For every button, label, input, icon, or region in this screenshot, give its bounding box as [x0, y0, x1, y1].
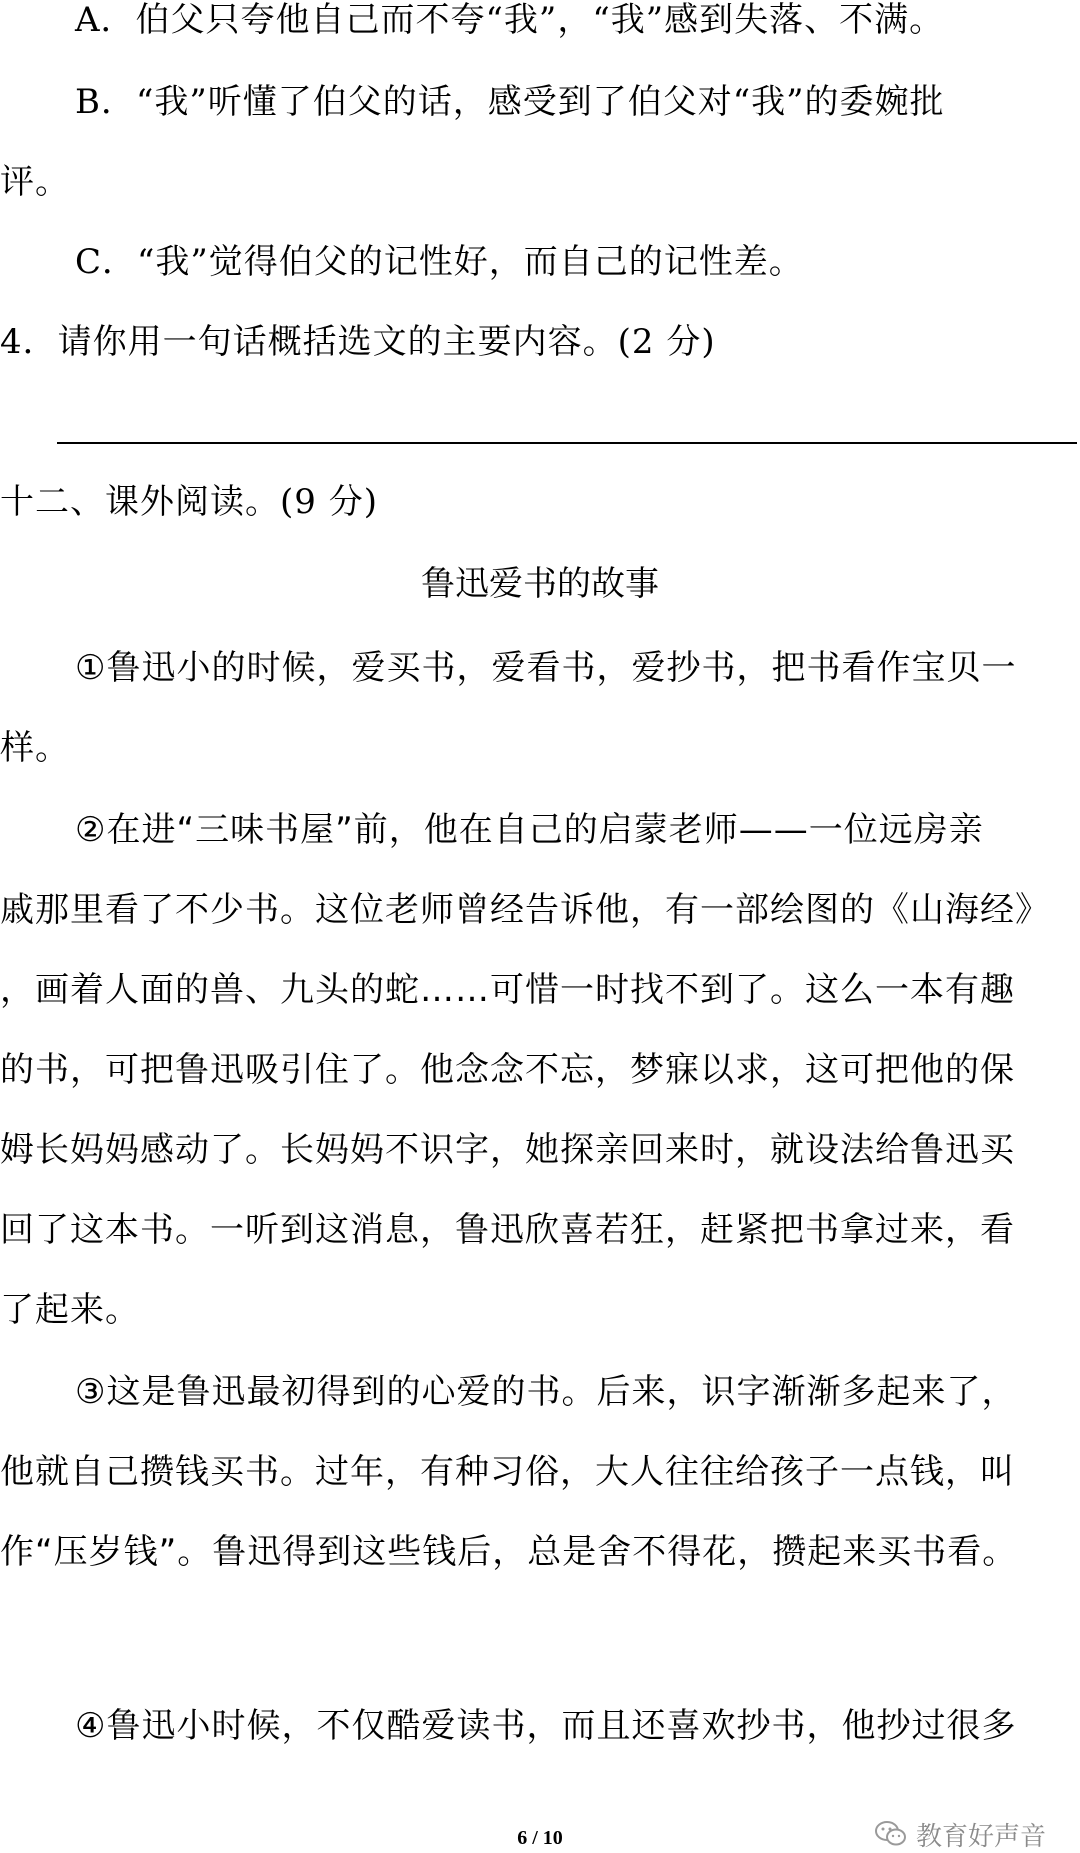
option-b-line1: B．“我”听懂了伯父的话，感受到了伯父对“我”的委婉批	[75, 82, 945, 122]
option-b-line2: 评。	[0, 162, 70, 202]
paragraph-2-line-3: ，画着人面的兽、九头的蛇……可惜一时找不到了。这么一本有趣	[0, 970, 1015, 1010]
option-a: A．伯父只夸他自己而不夸“我”，“我”感到失落、不满。	[75, 0, 945, 40]
paragraph-1-line-1: ①鲁迅小的时候，爱买书，爱看书，爱抄书，把书看作宝贝一	[75, 648, 1017, 688]
option-c: C．“我”觉得伯父的记性好，而自己的记性差。	[75, 242, 804, 282]
paragraph-4-line-1: ④鲁迅小时候，不仅酷爱读书，而且还喜欢抄书，他抄过很多	[75, 1706, 1017, 1746]
paragraph-1-line-2: 样。	[0, 728, 70, 768]
question-4: 4．请你用一句话概括选文的主要内容。(2 分)	[0, 322, 716, 362]
paragraph-2-line-6: 回了这本书。一听到这消息，鲁迅欣喜若狂，赶紧把书拿过来，看	[0, 1210, 1015, 1250]
paragraph-3-line-2: 他就自己攒钱买书。过年，有种习俗，大人往往给孩子一点钱，叫	[0, 1452, 1015, 1492]
article-title: 鲁迅爱书的故事	[421, 564, 659, 604]
paragraph-2-line-2: 戚那里看了不少书。这位老师曾经告诉他，有一部绘图的《山海经》	[0, 890, 1050, 930]
paragraph-3-line-3: 作“压岁钱”。鲁迅得到这些钱后，总是舍不得花，攒起来买书看。	[0, 1532, 1018, 1572]
page-number: 6 / 10	[517, 1827, 563, 1849]
paragraph-2-line-7: 了起来。	[0, 1290, 140, 1330]
section-12-heading: 十二、课外阅读。(9 分)	[0, 482, 378, 522]
watermark-text: 教育好声音	[915, 1821, 1046, 1852]
paragraph-3-line-1: ③这是鲁迅最初得到的心爱的书。后来，识字渐渐多起来了，	[75, 1372, 1017, 1412]
answer-blank-line	[57, 442, 1077, 444]
paragraph-2-line-1: ②在进“三味书屋”前，他在自己的启蒙老师——一位远房亲	[75, 810, 984, 850]
paragraph-2-line-4: 的书，可把鲁迅吸引住了。他念念不忘，梦寐以求，这可把他的保	[0, 1050, 1015, 1090]
paragraph-2-line-5: 姆长妈妈感动了。长妈妈不识字，她探亲回来时，就设法给鲁迅买	[0, 1130, 1015, 1170]
